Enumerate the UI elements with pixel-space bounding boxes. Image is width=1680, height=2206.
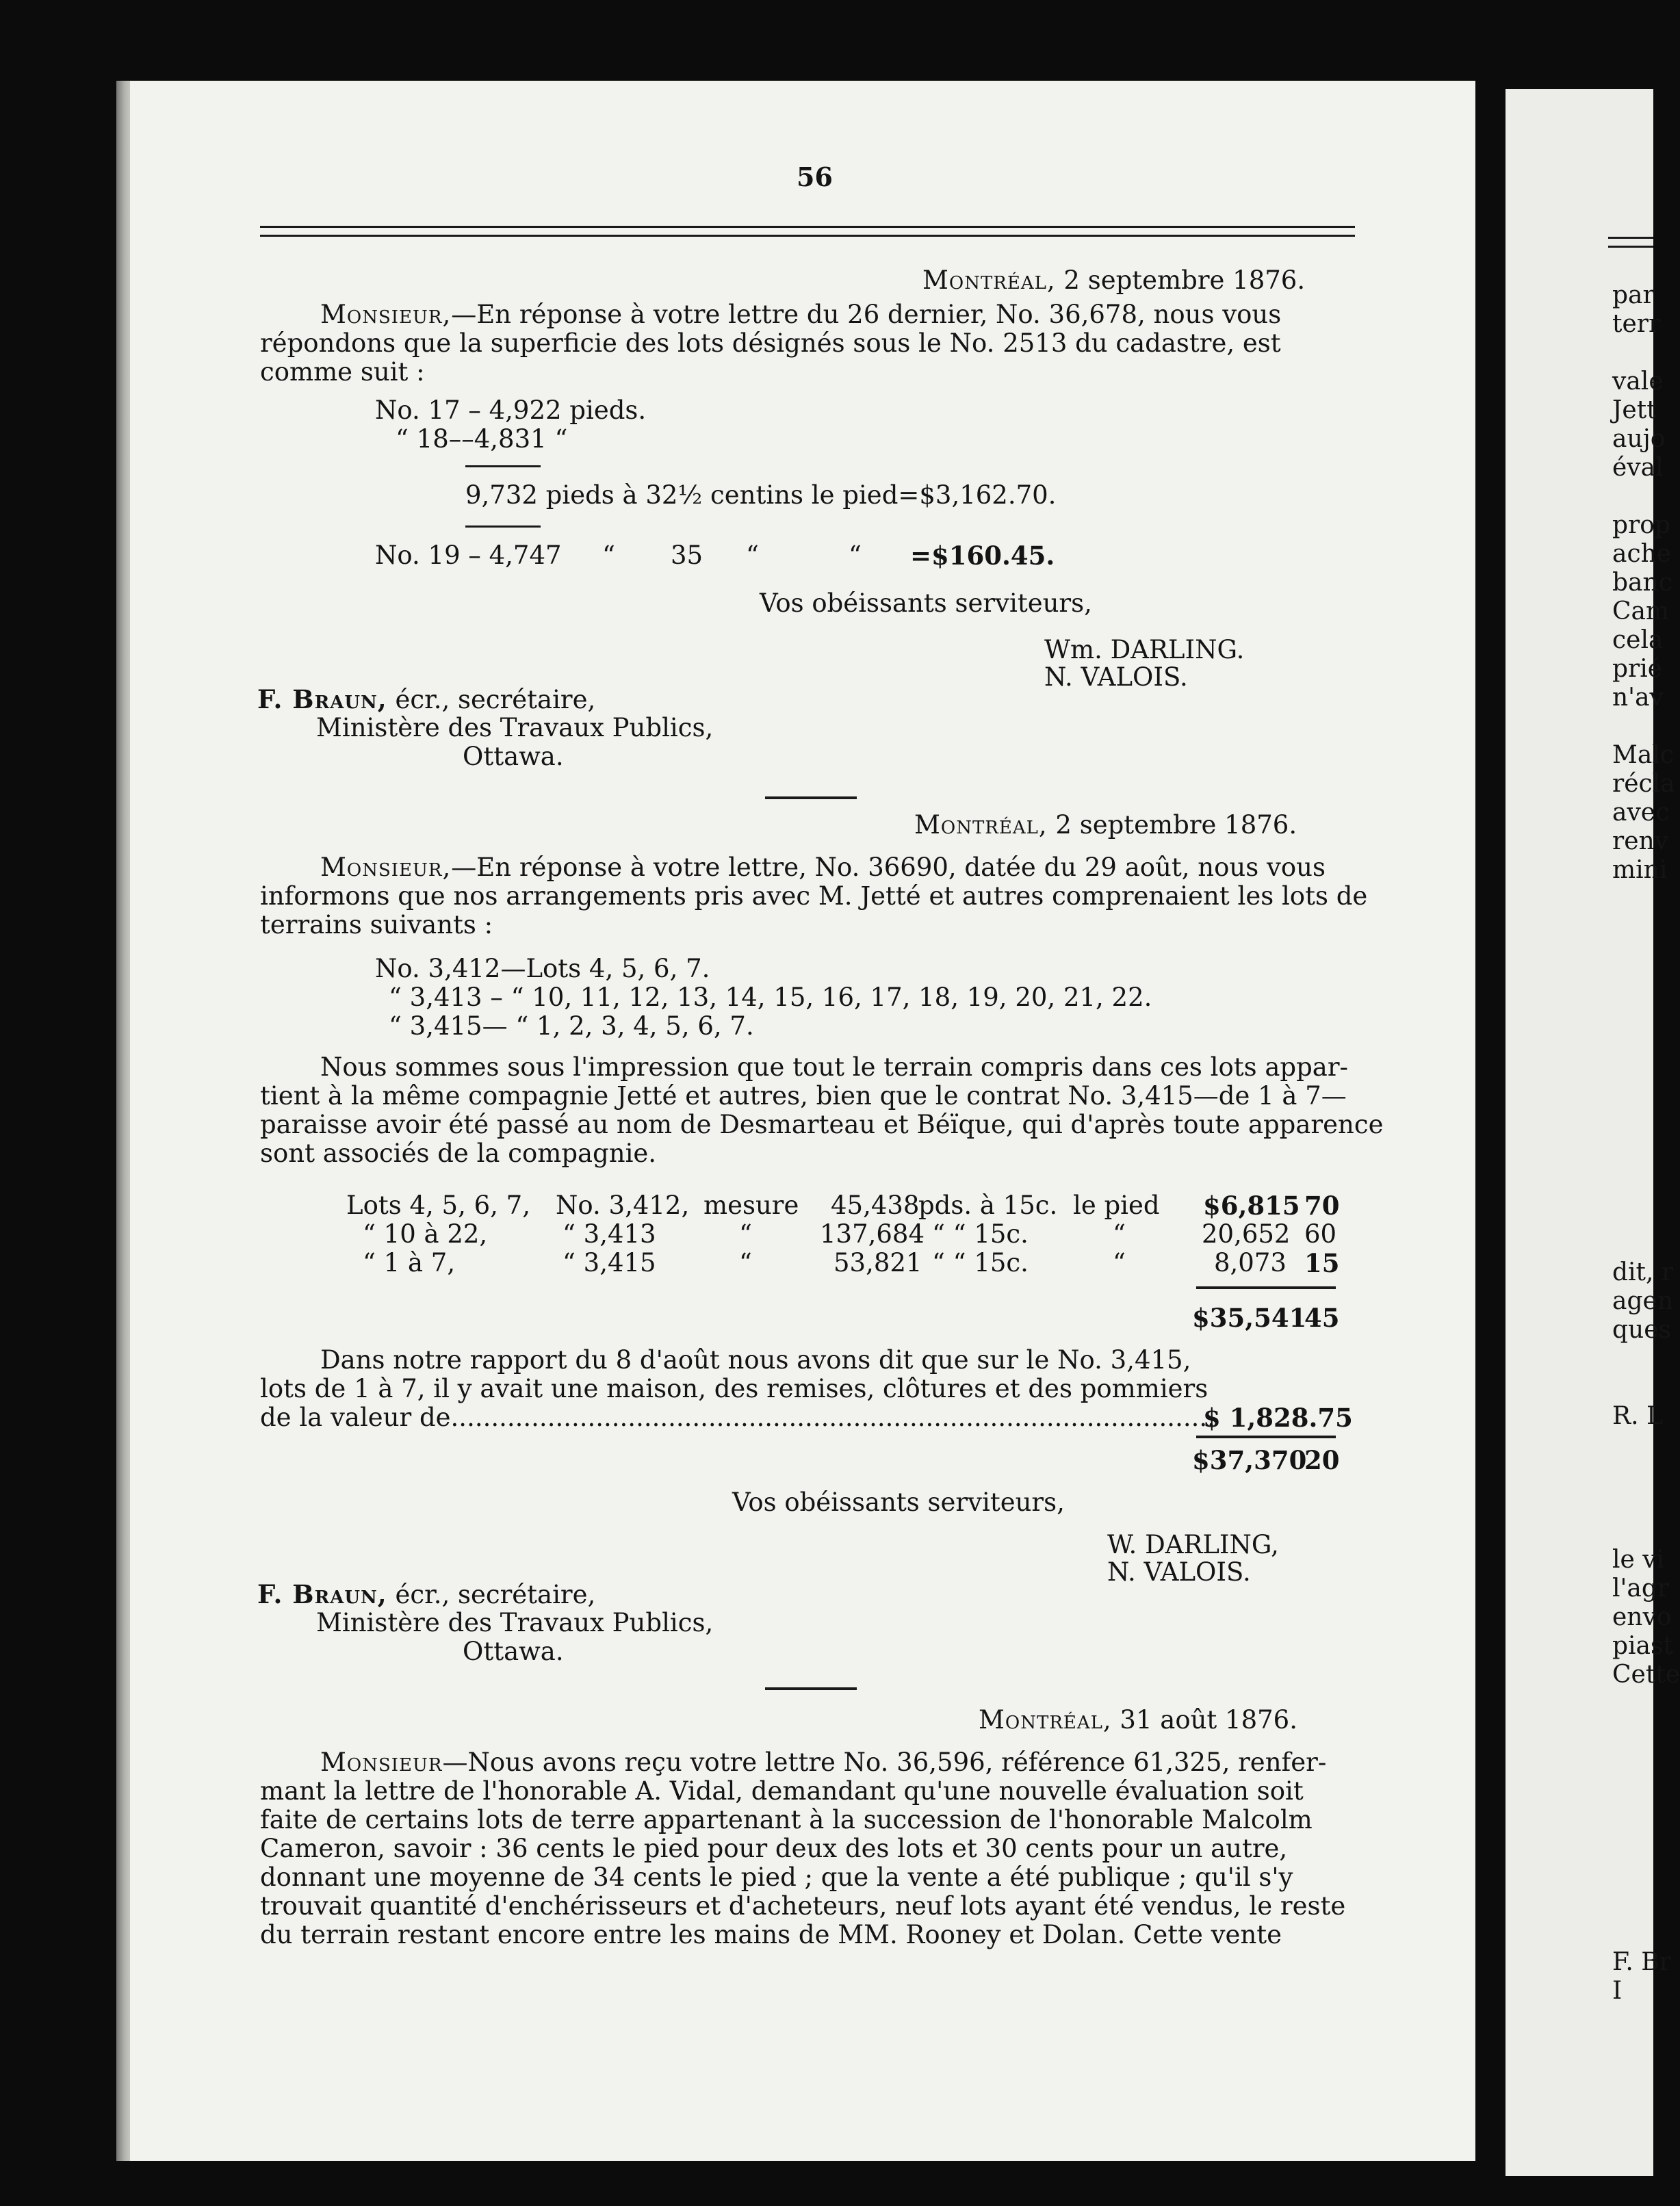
- letter2-line3: terrains suivants :: [260, 910, 493, 939]
- ditto-mark: “: [746, 541, 759, 570]
- adjacent-page-fragment: banc: [1612, 569, 1672, 597]
- letter2-dateline: [914, 812, 1297, 839]
- adjacent-page-fragment: éval: [1612, 454, 1664, 482]
- row-dollars: $6,815: [1203, 1191, 1300, 1221]
- row-cents: 60: [1304, 1219, 1337, 1249]
- adjacent-page-fragment: terr: [1612, 310, 1661, 338]
- right-header-rule: [1608, 237, 1653, 248]
- report-line-2: lots de 1 à 7, il y avait une maison, des remises, clôtures et des pommiers: [260, 1374, 1209, 1403]
- salutation: Monsieur: [320, 1748, 443, 1777]
- dateline-city: Montréal,: [979, 1705, 1112, 1735]
- header-rule: [260, 226, 1355, 237]
- adjacent-page-fragment: I: [1612, 1977, 1623, 2005]
- sum-rule-2: [465, 525, 541, 528]
- lots-line-3: “ 3,415— “ 1, 2, 3, 4, 5, 6, 7.: [389, 1011, 754, 1041]
- lots-line-1: No. 3,412—Lots 4, 5, 6, 7.: [375, 954, 710, 983]
- row-dollars: 20,652: [1202, 1219, 1291, 1249]
- adjacent-page-fragment: piast: [1612, 1632, 1673, 1660]
- adjacent-page-text: [1612, 281, 1680, 2006]
- row-pied: “: [1113, 1248, 1126, 1277]
- letter3-line4: Cameron, savoir : 36 cents le pied pour deux des lots et 30 cents pour un autre,: [260, 1834, 1288, 1863]
- salutation: Monsieur,: [320, 300, 452, 329]
- letter2-text-1: —En réponse à votre lettre, No. 36690, datée du 29 août, nous vous: [451, 853, 1326, 882]
- ditto-mark: “: [849, 541, 862, 570]
- row-unit: pds. à 15c.: [918, 1191, 1058, 1220]
- lots-line-2: “ 3,413 – “ 10, 11, 12, 13, 14, 15, 16, 17, 18, 19, 20, 21, 22.: [389, 983, 1152, 1012]
- letter1-closing: Vos obéissants serviteurs,: [760, 588, 1092, 618]
- grand-total-dollars: $37,370: [1192, 1445, 1307, 1475]
- adjacent-page-fragment: prop: [1612, 511, 1670, 539]
- row-pied: le pied: [1073, 1191, 1160, 1220]
- adjacent-page-fragment: ache: [1612, 540, 1672, 568]
- row-unit: “ “ 15c.: [932, 1219, 1029, 1249]
- lot-19-area: No. 19 – 4,747: [375, 541, 562, 570]
- letter3-line1: [320, 1749, 1326, 1776]
- row-unit: “ “ 15c.: [932, 1248, 1029, 1277]
- row-cents: 15: [1304, 1248, 1340, 1278]
- letter2-para-4: sont associés de la compagnie.: [260, 1139, 657, 1168]
- adjacent-page-fragment: par: [1612, 281, 1655, 309]
- dateline-date: 2 septembre 1876.: [1055, 810, 1297, 840]
- adjacent-page-fragment: cela: [1612, 626, 1664, 654]
- adjacent-page-fragment: Malc: [1612, 741, 1674, 769]
- letter3-text-1: —Nous avons reçu votre lettre No. 36,596, référence 61,325, renfer-: [442, 1748, 1327, 1777]
- adjacent-page-fragment: dit, r: [1612, 1258, 1674, 1286]
- house-value: $ 1,828.75: [1203, 1403, 1353, 1433]
- letter3-line5: donnant une moyenne de 34 cents le pied ; que la vente a été publique ; qu'il s'y: [260, 1863, 1293, 1892]
- addressee-name: F. Braun,: [257, 684, 387, 714]
- subtotal-rule: [1196, 1286, 1336, 1289]
- adjacent-page-fragment: F. Br: [1612, 1948, 1671, 1976]
- row-number: No. 3,412,: [556, 1191, 690, 1220]
- row-number: “ 3,413: [563, 1219, 656, 1249]
- row-area: 53,821: [833, 1248, 922, 1277]
- row-area: 45,438: [831, 1191, 920, 1220]
- letter2-line2: informons que nos arrangements pris avec M. Jetté et autres comprenaient les lots de: [260, 881, 1368, 911]
- letter2-line1: [320, 854, 1326, 881]
- dateline-city: Montréal,: [914, 810, 1048, 840]
- letter1-address-1: [257, 686, 595, 714]
- dateline-date: 31 août 1876.: [1120, 1705, 1297, 1735]
- measure-line-2: “ 18––4,831 “: [396, 424, 568, 454]
- adjacent-page-fragment: vale: [1612, 367, 1664, 395]
- report-line-1: Dans notre rapport du 8 d'août nous avons dit que sur le No. 3,415,: [320, 1345, 1191, 1375]
- letter1-dateline: [922, 267, 1305, 294]
- letter1-line1: [320, 301, 1281, 328]
- letter2-address-2: Ministère des Travaux Publics,: [316, 1608, 714, 1637]
- letter1-signature-2: N. VALOIS.: [1044, 662, 1188, 692]
- adjacent-page-fragment: le vi: [1612, 1546, 1665, 1574]
- adjacent-page-fragment: aujo: [1612, 425, 1666, 453]
- adjacent-page-fragment: avec: [1612, 799, 1670, 827]
- letter1-line3: comme suit :: [260, 357, 425, 387]
- adjacent-page-fragment: Cam: [1612, 597, 1670, 625]
- measure-line-4: [375, 542, 562, 569]
- row-number: “ 3,415: [563, 1248, 656, 1277]
- letter1-signature-1: Wm. DARLING.: [1044, 635, 1245, 664]
- letter2-address-1: [257, 1581, 595, 1609]
- adjacent-page-fragment: mini: [1612, 856, 1668, 884]
- sum-rule-1: [465, 465, 541, 467]
- letter2-para-2: tient à la même compagnie Jetté et autres, bien que le contrat No. 3,415—de 1 à 7—: [260, 1081, 1347, 1111]
- adjacent-page-fragment: Jett: [1612, 396, 1657, 424]
- ditto-mark: “: [602, 541, 615, 570]
- letter1-address-3: Ottawa.: [463, 742, 564, 771]
- row-dollars: 8,073: [1214, 1248, 1287, 1277]
- letter-separator-2: [765, 1687, 857, 1690]
- letter1-address-2: Ministère des Travaux Publics,: [316, 713, 714, 742]
- dateline-date: 2 septembre 1876.: [1063, 265, 1306, 295]
- letter1-line2: répondons que la superficie des lots désignés sous le No. 2513 du cadastre, est: [260, 328, 1281, 358]
- total-rule: [1196, 1436, 1336, 1438]
- adjacent-page-fragment: ques: [1612, 1316, 1672, 1344]
- adjacent-page-fragment: envo: [1612, 1603, 1672, 1631]
- row-measure: mesure: [703, 1191, 799, 1220]
- row-measure: “: [739, 1248, 752, 1277]
- letter1-text-1: —En réponse à votre lettre du 26 dernier, No. 36,678, nous vous: [451, 300, 1282, 329]
- letter3-dateline: [979, 1707, 1297, 1734]
- adjacent-page-fragment: R. L: [1612, 1402, 1663, 1430]
- addressee-name: F. Braun,: [257, 1579, 387, 1609]
- adjacent-page-fragment: renv: [1612, 827, 1669, 855]
- letter3-line3: faite de certains lots de terre appartenant à la succession de l'honorable Malcolm: [260, 1805, 1313, 1834]
- leader-dots: .....................................................................................: [531, 1403, 1215, 1432]
- adjacent-page-fragment: récla: [1612, 770, 1675, 798]
- row-lots: “ 10 à 22,: [363, 1219, 488, 1249]
- dateline-city: Montréal,: [922, 265, 1056, 295]
- adjacent-page-fragment: n'av: [1612, 684, 1664, 712]
- letter2-closing: Vos obéissants serviteurs,: [732, 1488, 1065, 1517]
- letter2-address-3: Ottawa.: [463, 1637, 564, 1666]
- page-number: 56: [797, 161, 833, 192]
- letter3-line6: trouvait quantité d'enchérisseurs et d'acheteurs, neuf lots ayant été vendus, le reste: [260, 1891, 1346, 1921]
- letter3-line2: mant la lettre de l'honorable A. Vidal, demandant qu'une nouvelle évaluation soit: [260, 1776, 1304, 1806]
- letter2-para-1: Nous sommes sous l'impression que tout le terrain compris dans ces lots appar-: [320, 1052, 1349, 1082]
- report-text: de la valeur de..........: [260, 1403, 532, 1432]
- adjacent-page-fragment: Cette: [1612, 1661, 1680, 1689]
- adjacent-page-fragment: agen: [1612, 1287, 1673, 1315]
- row-pied: “: [1113, 1219, 1126, 1249]
- grand-total-cents: 20: [1304, 1445, 1340, 1475]
- measure-line-1: No. 17 – 4,922 pieds.: [375, 395, 647, 425]
- salutation: Monsieur,: [320, 853, 452, 882]
- report-line-3: [260, 1404, 1215, 1431]
- lot-19-price: 35: [671, 541, 703, 570]
- lot-19-total: =$160.45.: [910, 541, 1055, 571]
- row-lots: “ 1 à 7,: [363, 1248, 456, 1277]
- letter2-signature-2: N. VALOIS.: [1107, 1557, 1251, 1587]
- letter3-line7: du terrain restant encore entre les mains de MM. Rooney et Dolan. Cette vente: [260, 1920, 1282, 1949]
- subtotal-dollars: $35,541: [1192, 1303, 1307, 1333]
- subtotal-cents: 45: [1304, 1303, 1340, 1333]
- adjacent-page-fragment: l'agr: [1612, 1574, 1670, 1602]
- measure-total: 9,732 pieds à 32½ centins le pied=$3,162.70.: [465, 480, 1057, 510]
- adjacent-page-fragment: prié: [1612, 655, 1663, 683]
- row-area: 137,684: [820, 1219, 925, 1249]
- addressee-title: écr., secrétaire,: [395, 1580, 596, 1609]
- letter-separator-1: [765, 796, 857, 799]
- row-measure: “: [739, 1219, 752, 1249]
- addressee-title: écr., secrétaire,: [395, 685, 596, 714]
- row-lots: Lots 4, 5, 6, 7,: [346, 1191, 530, 1220]
- row-cents: 70: [1304, 1191, 1340, 1221]
- letter2-para-3: paraisse avoir été passé au nom de Desmarteau et Béïque, qui d'après toute apparence: [260, 1110, 1384, 1139]
- letter2-signature-1: W. DARLING,: [1107, 1530, 1279, 1559]
